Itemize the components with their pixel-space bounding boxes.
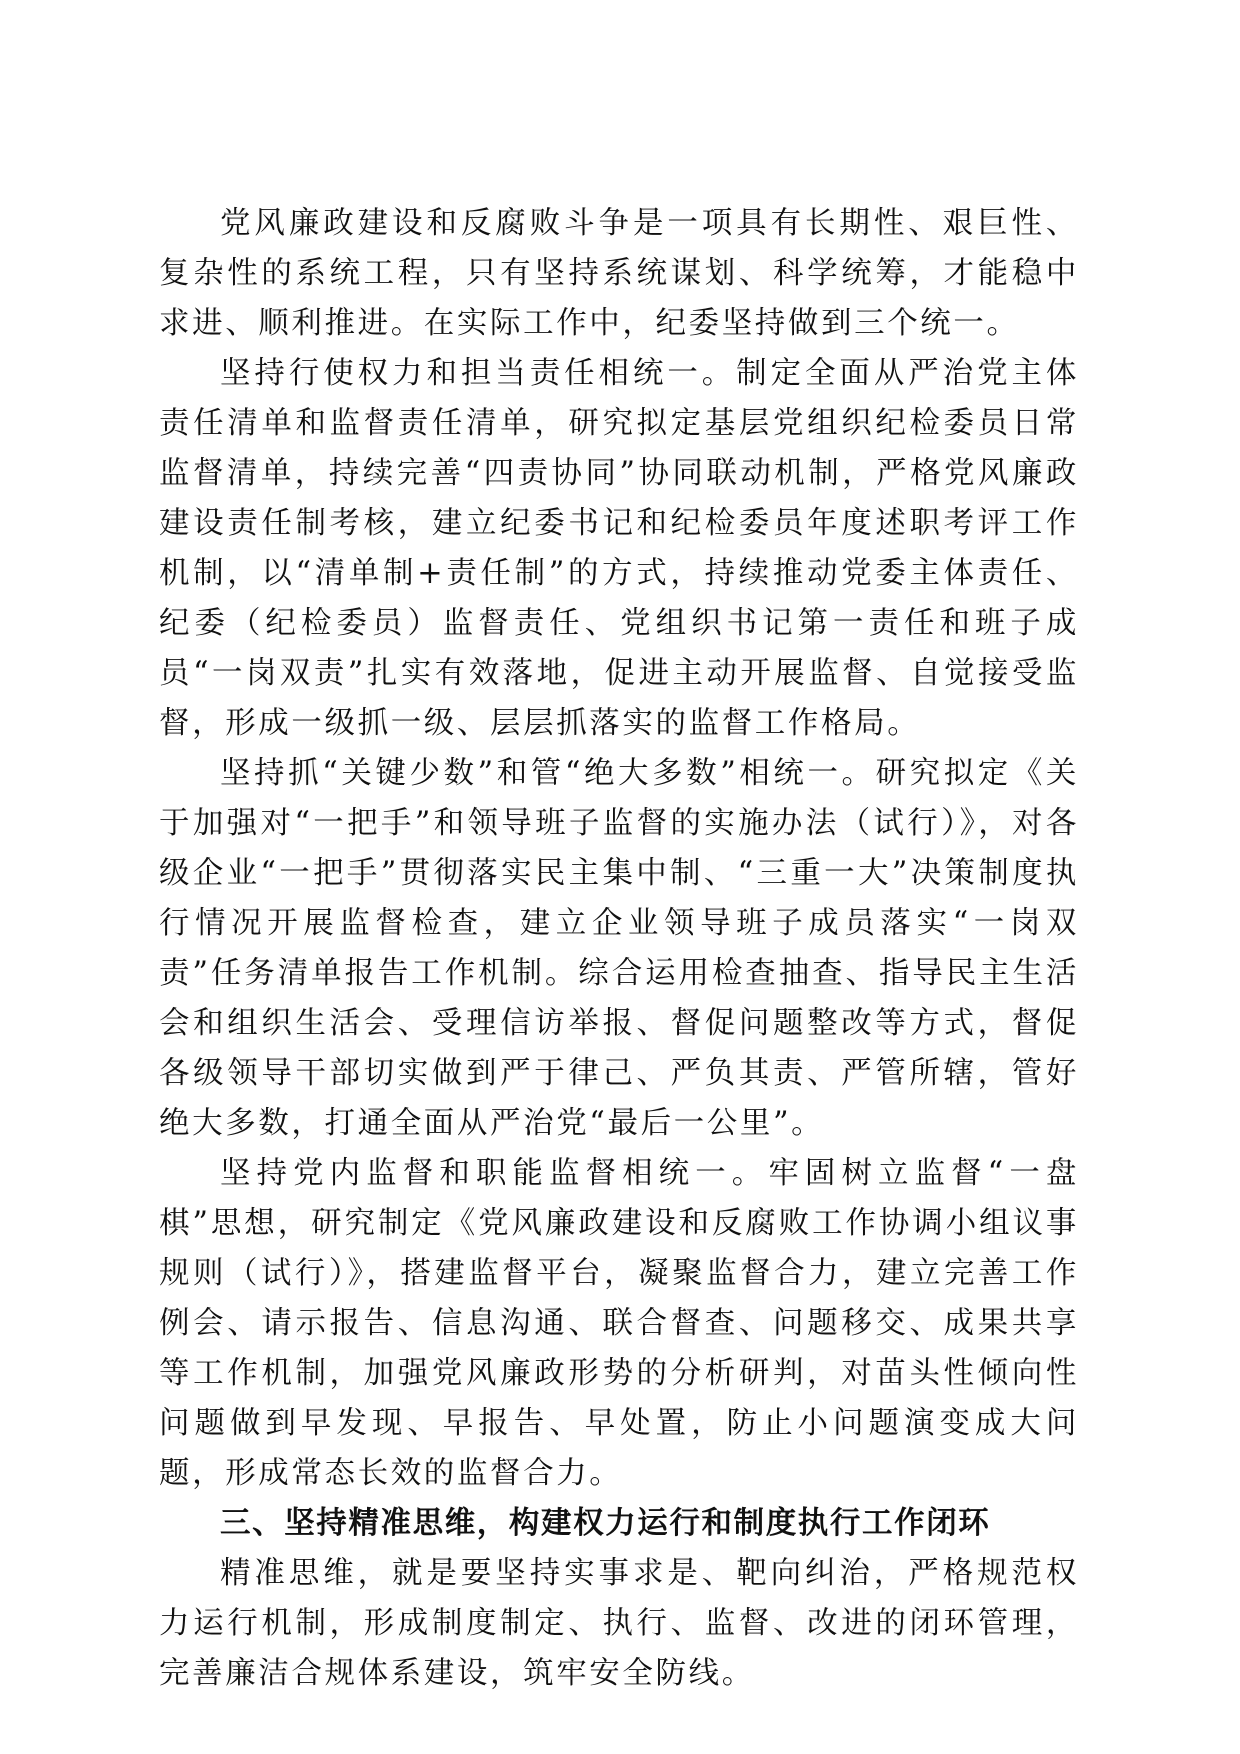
paragraph-supervision: 坚持党内监督和职能监督相统一。牢固树立监督“一盘棋”思想，研究制定《党风廉政建设和反腐败工作协调小组议事规则（试行）》，搭建监督平台，凝聚监督合力，建立完善工作例会、请示报告、信息沟通、联合督查、问题移交、成果共享等工作机制，加强党风廉政形势的分析研判，对苗头性倾向性问题做到早发现、早报告、早处置，防止小问题演变成大问题，形成常态长效的监督合力。	[159, 1156, 1079, 1491]
paragraph-precision-thinking: 精准思维，就是要坚持实事求是、靶向纠治，严格规范权力运行机制，形成制度制定、执行、监督、改进的闭环管理，完善廉洁合规体系建设，筑牢安全防线。	[159, 1556, 1079, 1691]
section-heading: 三、坚持精准思维，构建权力运行和制度执行工作闭环	[220, 1506, 991, 1541]
paragraph-key-minority: 坚持抓“关键少数”和管“绝大多数”相统一。研究拟定《关于加强对“一把手”和领导班子监督的实施办法（试行）》，对各级企业“一把手”贯彻落实民主集中制、“三重一大”决策制度执行情况开展监督检查，建立企业领导班子成员落实“一岗双责”任务清单报告工作机制。综合运用检查抽查、指导民主生活会和组织生活会、受理信访举报、督促问题整改等方式，督促各级领导干部切实做到严于律己、严负其责、严管所辖，管好绝大多数，打通全面从严治党“最后一公里”。	[159, 756, 1079, 1141]
paragraph-power-responsibility: 坚持行使权力和担当责任相统一。制定全面从严治党主体责任清单和监督责任清单，研究拟定基层党组织纪检委员日常监督清单，持续完善“四责协同”协同联动机制，严格党风廉政建设责任制考核，建立纪委书记和纪检委员年度述职考评工作机制，以“清单制+责任制”的方式，持续推动党委主体责任、纪委（纪检委员）监督责任、党组织书记第一责任和班子成员“一岗双责”扎实有效落地，促进主动开展监督、自觉接受监督，形成一级抓一级、层层抓落实的监督工作格局。	[159, 356, 1079, 741]
paragraph-intro: 党风廉政建设和反腐败斗争是一项具有长期性、艰巨性、复杂性的系统工程，只有坚持系统谋划、科学统筹，才能稳中求进、顺利推进。在实际工作中，纪委坚持做到三个统一。	[159, 206, 1079, 341]
document-body	[159, 199, 1079, 1699]
